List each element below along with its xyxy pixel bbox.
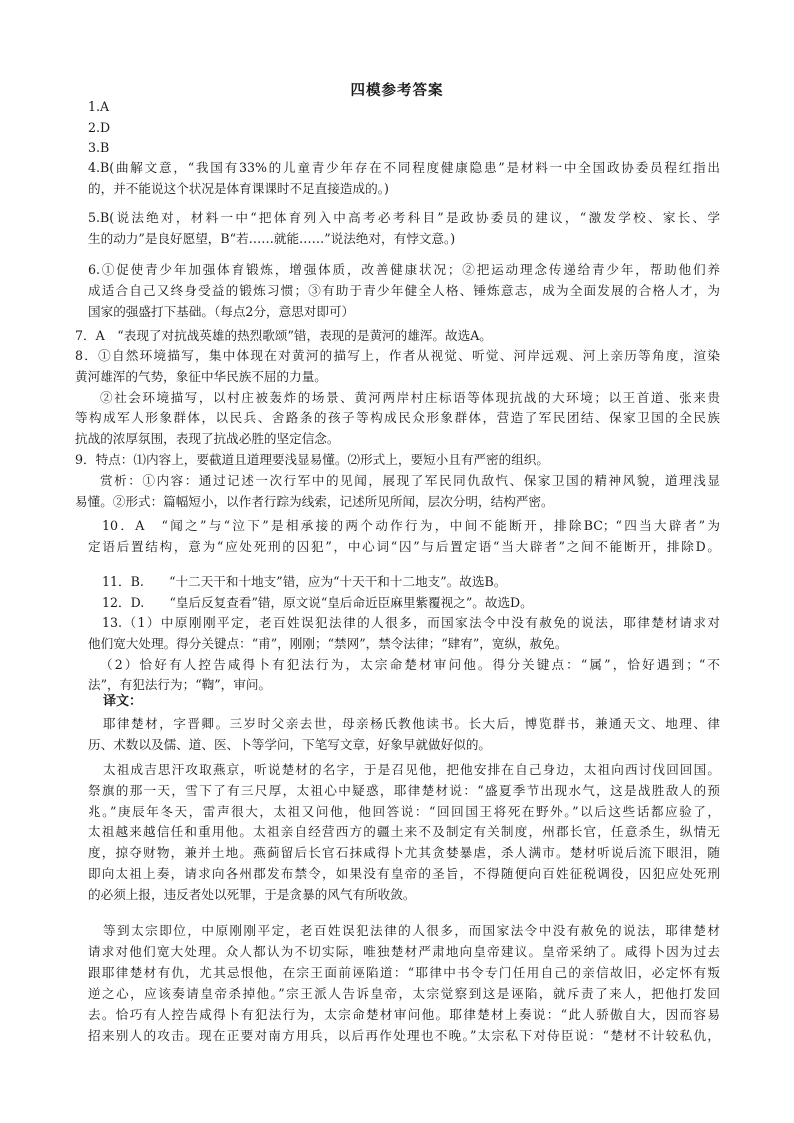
answer-line: 易懂。②形式：篇幅短小，以作者行踪为线索，记述所见所闻，层次分明，结构严密。 bbox=[75, 494, 554, 509]
answer-line: 赏析：①内容：通过记述一次行军中的见闻，展现了军民同仇敌忾、保家卫国的精神风貌，道理浅显 bbox=[100, 473, 720, 488]
answer-line: 生的动力”是良好愿望，B“若……就能……”说法绝对，有悖文意。) bbox=[88, 231, 456, 246]
answer-line: 13.（1）中原刚刚平定，老百姓误犯法律的人很多，而国家法令中没有赦免的说法，耶律楚材请求对 bbox=[102, 615, 720, 630]
answer-line: 12．D. “皇后反复查看”错，原文说“皇后命近臣麻里紫覆视之”。故选D。 bbox=[102, 595, 533, 610]
answer-line: 1.A bbox=[88, 99, 110, 114]
answer-line: 的，并不能说这个状况是体育课课时不足直接造成的。) bbox=[88, 181, 389, 196]
translation-line: 请求对他们宽大处理。众人都认为不切实际，唯独楚材严肃地向皇帝建议。皇帝采纳了。咸得卜因为过去 bbox=[88, 944, 720, 959]
answer-line: 4.B(曲解文意，“我国有33%的儿童青少年存在不同程度健康隐患”是材料一中全国政协委员程红指出 bbox=[88, 160, 720, 175]
answer-line: 黄河雄浑的气势，象征中华民族不屈的力量。 bbox=[75, 369, 327, 384]
translation-line: 祭旗的那一天，雪下了有三尺厚，太祖心中疑惑，耶律楚材说：“盛夏季节出现水气，这是战胜敌人的预 bbox=[88, 783, 720, 798]
answer-line: 等构成军人形象群体，以民兵、舍路条的孩子等构成民众形象群体，营造了军民团结、保家卫国的全民族 bbox=[75, 410, 720, 425]
translation-line: 跟耶律楚材有仇，尤其忌恨他，在宗王面前诬陷道：“耶律中书令专门任用自己的亲信故旧，必定怀有叛 bbox=[88, 965, 720, 980]
translation-line: 逆之心，应该奏请皇帝杀掉他。”宗王派人告诉皇帝，太宗觉察到这是诬陷，就斥责了来人，把他打发回 bbox=[88, 986, 720, 1001]
translation-heading: 译文： bbox=[103, 694, 143, 709]
answer-line: 定语后置结构，意为“应处死刑的囚犯”，中心词“囚”与后置定语“当大辟者”之间不能断开，排除D。 bbox=[88, 539, 720, 554]
answer-line: 5.B(说法绝对，材料一中“把体育列入中高考必考科目”是政协委员的建议，“激发学校、家长、学 bbox=[88, 210, 720, 225]
answer-line: 成适合自己又终身受益的锻炼习惯；③有助于青少年健全人格、锤炼意志，成为全面发展的合格人才，为 bbox=[88, 283, 720, 298]
page-title: 四模参考答案 bbox=[350, 83, 444, 99]
answer-line: 10．A “闻之”与“泣下”是相承接的两个动作行为，中间不能断开，排除BC；“四当大辟者”为 bbox=[102, 518, 720, 533]
answer-line: 7．A “表现了对抗战英雄的热烈歌颂”错，表现的是黄河的雄浑。故选A。 bbox=[75, 328, 492, 343]
answer-line: 国家的强盛打下基础。（每点2分，意思对即可） bbox=[88, 304, 355, 319]
answer-line: ②社会环境描写，以村庄被轰炸的场景、黄河两岸村庄标语等体现抗战的大环境；以王首道、张来贵 bbox=[100, 390, 720, 405]
translation-line: 的必须上报，违反者处以死罪，于是贪暴的风气有所收敛。 bbox=[88, 887, 416, 902]
translation-line: 即向太祖上奏，请求向各州郡发布禁令，如果没有皇帝的圣旨，不得随便向百姓征税调役，囚犯应处死刑 bbox=[88, 866, 720, 881]
answer-line: 6.①促使青少年加强体育锻炼，增强体质，改善健康状况；②把运动理念传递给青少年，帮助他们养 bbox=[88, 262, 720, 277]
translation-line: 招来别人的攻击。现在正要对南方用兵，以后再作处理也不晚。”太宗私下对侍臣说：“楚材不计较私仇， bbox=[88, 1028, 720, 1043]
translation-line: 太祖成吉思汗攻取燕京，听说楚材的名字，于是召见他，把他安排在自己身边，太祖向西讨伐回回国。 bbox=[103, 762, 720, 777]
answer-line: 2.D bbox=[88, 120, 111, 135]
answer-line: 8．①自然环境描写，集中体现在对黄河的描写上，作者从视觉、听觉、河岸远观、河上亲历等角度，渲染 bbox=[75, 348, 720, 363]
translation-line: 历、术数以及儒、道、医、卜等学问，下笔写文章，好象早就做好似的。 bbox=[88, 737, 491, 752]
translation-line: 兆。”庚辰年冬天，雷声很大，太祖又问他，他回答说：“回回国王将死在野外。”以后这些话都应验了， bbox=[88, 804, 720, 819]
answer-line: 11．B. “十二天干和十地支”错，应为“十天干和十二地支”。故选B。 bbox=[102, 574, 507, 589]
translation-line: 等到太宗即位，中原刚刚平定，老百姓误犯法律的人很多，而国家法令中没有赦免的说法，耶律楚材 bbox=[103, 923, 720, 938]
translation-line: 度，掠夺财物，兼并土地。燕蓟留后长官石抹咸得卜尤其贪婪暴虐，杀人满市。楚材听说后流下眼泪，随 bbox=[88, 845, 720, 860]
answer-line: 法”，有犯法行为；“鞫”，审问。 bbox=[88, 677, 272, 692]
answer-line: 他们宽大处理。得分关键点：“甫”，刚刚；“禁网”，禁令法律；“肆宥”，宽纵，赦免。 bbox=[88, 636, 568, 651]
answer-line: 抗战的浓厚氛围，表现了抗战必胜的坚定信念。 bbox=[75, 431, 340, 446]
answer-line: （2）恰好有人控告咸得卜有犯法行为，太宗命楚材审问他。得分关键点：“属”，恰好遇到；“不 bbox=[100, 657, 720, 672]
translation-line: 太祖越来越信任和重用他。太祖亲自经营西方的疆土来不及制定有关制度，州郡长官，任意杀生，纵情无 bbox=[88, 824, 720, 839]
translation-line: 去。恰巧有人控告咸得卜有犯法行为，太宗命楚材审问他。耶律楚材上奏说：“此人骄傲自大，因而容易 bbox=[88, 1007, 720, 1022]
answer-line: 3.B bbox=[88, 140, 110, 155]
answer-line: 9．特点：⑴内容上，要截道且道理要浅显易懂。⑵形式上，要短小且有严密的组织。 bbox=[75, 452, 549, 467]
translation-line: 耶律楚材，字晋卿。三岁时父亲去世，母亲杨氏教他读书。长大后，博览群书，兼通天文、地理、律 bbox=[103, 716, 720, 731]
